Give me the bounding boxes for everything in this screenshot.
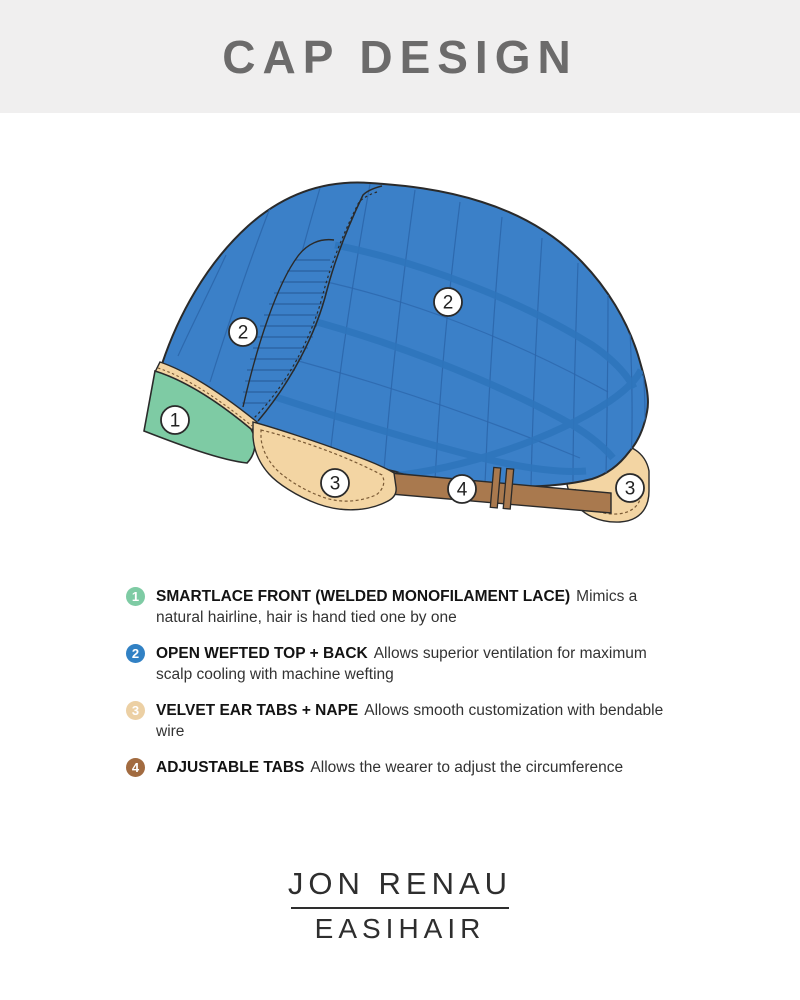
svg-text:2: 2 <box>442 292 454 314</box>
legend-bullet-4: 4 <box>126 758 145 777</box>
legend-item-velvet-ear-tabs <box>126 700 671 742</box>
legend-bullet-2: 2 <box>126 644 145 663</box>
legend-title-2: OPEN WEFTED TOP + BACK <box>156 645 368 662</box>
header-bar <box>0 0 800 113</box>
brand-logo <box>0 866 800 945</box>
legend-bullet-1: 1 <box>126 587 145 606</box>
legend-bullet-3: 3 <box>126 701 145 720</box>
cap-diagram <box>130 160 690 560</box>
legend-desc-1: Mimics a natural hairline, hair is hand tied one by one <box>156 588 638 626</box>
svg-text:3: 3 <box>329 473 341 495</box>
svg-text:3: 3 <box>624 478 636 500</box>
callout-nape <box>616 474 644 502</box>
callout-top-front <box>229 318 257 346</box>
legend-item-adjustable-tabs <box>126 757 671 778</box>
page-title: CAP DESIGN <box>222 30 578 83</box>
sub-brand-name: EASIHAIR <box>314 913 486 944</box>
legend-desc-3: Allows smooth customization with bendable wire <box>156 702 664 740</box>
brand-name: JON RENAU <box>287 866 513 901</box>
callout-strap <box>448 475 476 503</box>
legend-title-4: ADJUSTABLE TABS <box>156 759 305 776</box>
svg-text:1: 1 <box>169 410 181 432</box>
legend-item-smartlace-front <box>126 586 671 628</box>
legend-desc-4: Allows the wearer to adjust the circumference <box>310 759 624 776</box>
legend-item-open-wefted <box>126 643 671 685</box>
brand-divider <box>291 907 509 909</box>
legend-title-3: VELVET EAR TABS + NAPE <box>156 702 359 719</box>
legend-title-1: SMARTLACE FRONT (WELDED MONOFILAMENT LACE) <box>156 588 571 605</box>
svg-text:4: 4 <box>456 479 468 501</box>
legend <box>126 586 671 793</box>
svg-text:2: 2 <box>237 322 249 344</box>
callout-ear-tab <box>321 469 349 497</box>
callout-front <box>161 406 189 434</box>
callout-top-back <box>434 288 462 316</box>
legend-desc-2: Allows superior ventilation for maximum scalp cooling with machine wefting <box>156 645 647 683</box>
